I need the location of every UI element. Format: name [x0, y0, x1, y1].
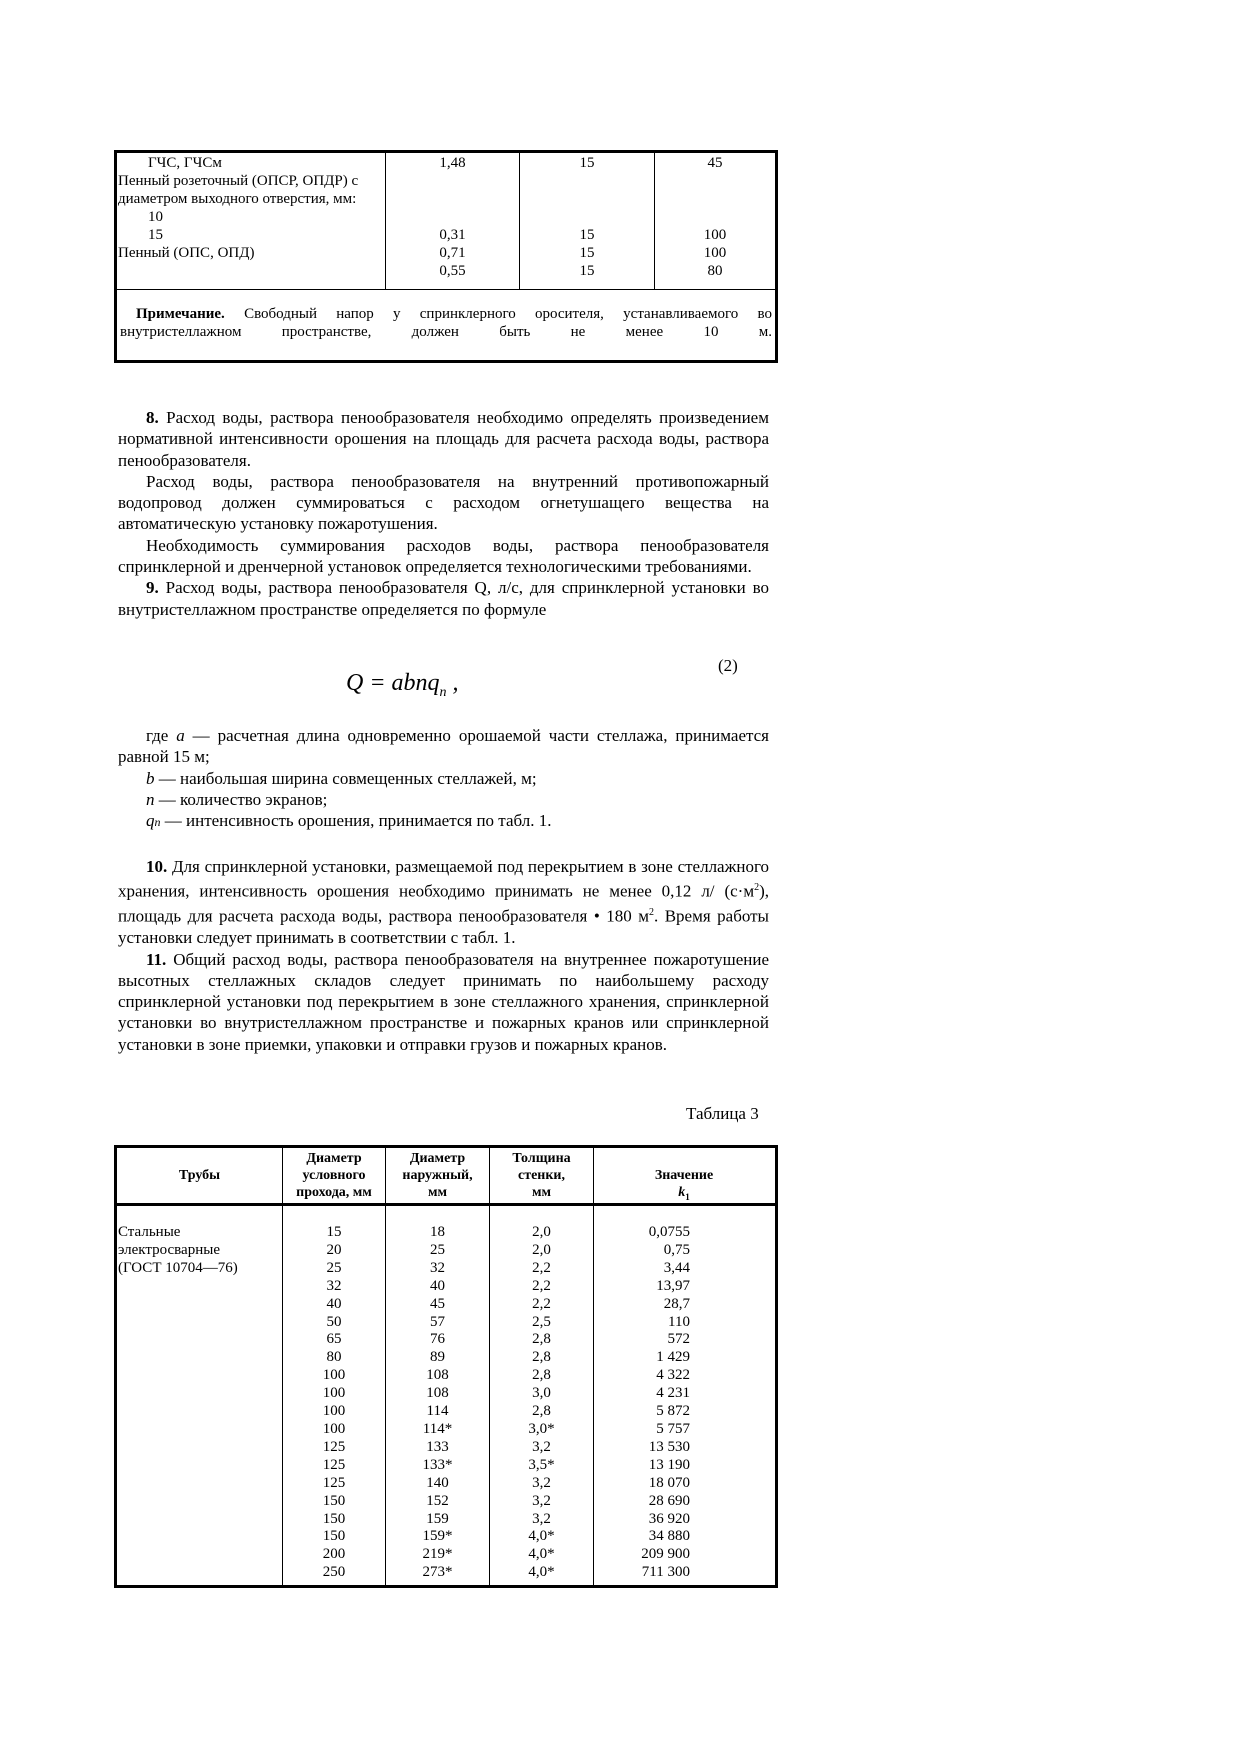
table-cell: 3,2: [532, 1474, 551, 1491]
superscript: 2: [648, 907, 654, 919]
table-cell: [386, 172, 519, 190]
section-text-10-11: [118, 856, 769, 1055]
table-cell: электросварные: [118, 1241, 220, 1258]
variable-q-subscript: n: [154, 815, 161, 830]
table-cell: 13,97: [656, 1277, 690, 1294]
table-cell: 76: [430, 1331, 445, 1348]
table-cell: Стальные: [118, 1224, 181, 1240]
table-cell: 1 429: [656, 1349, 690, 1366]
row-divider: [117, 289, 775, 290]
paragraph-text: Расход воды, раствора пенообразователя Q, л/с, для спринклерной установки во внутристеллажном пространстве определяется по формуле: [118, 578, 769, 619]
table-cell: 0,71: [439, 245, 466, 261]
wall-thickness-column: [490, 1224, 593, 1582]
table-cell: 20: [326, 1241, 342, 1258]
table-cell: Пенный розеточный (ОПСР, ОПДР) с: [118, 173, 359, 189]
values-column-3: [520, 154, 654, 280]
table-cell: 2,2: [532, 1277, 551, 1294]
table-cell: 15: [579, 227, 595, 243]
header-line: наружный,: [402, 1168, 473, 1183]
table-cell: 711 300: [641, 1564, 690, 1581]
variable-b: b: [146, 768, 155, 788]
paragraph-8: [118, 407, 769, 471]
note-text: Свободный напор у спринклерного оросителя, устанавливаемого во внутристеллажном пространстве, должен быть не менее 10 м.: [120, 306, 772, 340]
table-cell: 2,5: [532, 1313, 551, 1330]
table-cell: 50: [326, 1313, 342, 1330]
table-cell: 209 900: [641, 1546, 690, 1563]
table-cell: 219*: [422, 1546, 453, 1563]
formula-expression: Q = abnq: [346, 670, 440, 696]
table-cell: 108: [426, 1367, 449, 1384]
table-cell: 15: [579, 263, 595, 279]
pipe-type-column: [118, 1224, 282, 1278]
legend-text: — расчетная длина одновременно орошаемой части стеллажа, принимается равной 15 м;: [118, 726, 769, 767]
table-cell: 200: [322, 1546, 346, 1563]
header-line: мм: [531, 1185, 552, 1200]
table-cell: 65: [326, 1331, 342, 1348]
table-cell: 572: [667, 1331, 690, 1348]
formula: [346, 670, 459, 701]
table-cell: 15: [579, 245, 595, 261]
table-cell: 15: [579, 155, 595, 171]
header-k1: [594, 1167, 774, 1206]
table-note: [120, 305, 772, 341]
table-cell: ГЧС, ГЧСм: [148, 155, 222, 171]
table-caption: Таблица 3: [686, 1104, 759, 1123]
table-cell: 159: [426, 1510, 449, 1527]
paragraph-number: 11.: [146, 949, 167, 969]
values-column-2: [386, 154, 519, 280]
table-cell: (ГОСТ 10704—76): [118, 1259, 238, 1276]
table-cell: 4,0*: [528, 1564, 555, 1581]
table-cell: 5 757: [656, 1420, 690, 1437]
table-cell: 57: [430, 1313, 445, 1330]
variable-q: q: [146, 811, 155, 831]
table-cell: 0,55: [439, 263, 466, 279]
table-cell: 4,0*: [528, 1528, 555, 1545]
table-cell: 3,2: [532, 1510, 551, 1527]
table-cell: 150: [322, 1528, 346, 1545]
table-cell: 36 920: [648, 1510, 690, 1527]
table-cell: 100: [322, 1367, 346, 1384]
table-cell: 45: [430, 1295, 445, 1312]
table-cell: [520, 208, 654, 226]
table-cell: 114: [426, 1403, 449, 1420]
table-cell: 150: [322, 1510, 346, 1527]
header-line: Диаметр: [409, 1151, 466, 1166]
paragraph-9: [118, 577, 769, 620]
table-cell: 2,8: [532, 1349, 551, 1366]
table-cell: [386, 190, 519, 208]
legend-text: — количество экранов;: [154, 789, 328, 809]
variable-a: a: [176, 726, 185, 745]
outer-diameter-column: [386, 1224, 489, 1582]
values-column-4: [655, 154, 775, 280]
table-cell: 32: [430, 1259, 445, 1276]
table-cell: 89: [430, 1349, 445, 1366]
table-cell: 13 530: [648, 1438, 690, 1455]
table-cell: 4 322: [656, 1367, 690, 1384]
table-cell: 125: [322, 1474, 346, 1491]
table-cell: 13 190: [648, 1456, 690, 1473]
note-label: Примечание.: [136, 306, 225, 322]
table-cell: диаметром выходного отверстия, мм:: [118, 191, 357, 207]
table-cell: 2,8: [532, 1403, 551, 1420]
table-cell: 3,0: [532, 1385, 551, 1402]
paragraph-8b: Расход воды, раствора пенообразователя на внутренний противопожарный водопровод должен суммироваться с расходом огнетушащего вещества на автоматическую установку пожаротушения.: [118, 471, 769, 534]
variable-k: k: [678, 1185, 686, 1200]
legend-prefix: где: [146, 726, 177, 745]
header-line: прохода, мм: [296, 1185, 372, 1200]
paragraph-10: [118, 856, 769, 949]
section-text-8-9: [118, 407, 769, 620]
table-cell: [655, 190, 775, 208]
table-cell: 4 231: [656, 1385, 690, 1402]
superscript: 2: [754, 882, 760, 894]
header-line: Диаметр: [306, 1151, 362, 1166]
k1-column: [594, 1224, 690, 1582]
table-cell: 3,44: [663, 1259, 690, 1276]
table-cell: 28,7: [663, 1295, 690, 1312]
paragraph-text: Общий расход воды, раствора пенообразователя на внутреннее пожаротушение высотных стеллажных складов следует принимать по наибольшему расходу спринклерной установки под перекрытием в зоне стеллажного хранения, спринклерной установки во внутристеллажном пространстве и пожарных кранов или спринклерной установки в зоне приемки, упаковки и отправки грузов и пожарных кранов.: [118, 949, 769, 1054]
variable-n: n: [146, 789, 155, 809]
paragraph-8c: Необходимость суммирования расходов воды, раствора пенообразователя спринклерной и дренчерной установок определяется технологическими требованиями.: [118, 535, 769, 577]
table-cell: 40: [326, 1295, 342, 1312]
legend-q: [118, 810, 769, 833]
header-nominal-diameter: [283, 1150, 385, 1201]
table-cell: 2,8: [532, 1367, 551, 1384]
table-cell: 0,31: [439, 227, 466, 243]
table-cell: 100: [322, 1403, 346, 1420]
table-cell: 3,2: [532, 1438, 551, 1455]
subscript: 1: [685, 1191, 690, 1202]
table-cell: 100: [322, 1420, 346, 1437]
header-line: условного: [302, 1168, 366, 1183]
table-cell: 3,5*: [528, 1456, 555, 1473]
table-cell: 2,0: [532, 1224, 551, 1240]
table-cell: 133*: [422, 1456, 453, 1473]
paragraph-text: . Время работы установки следует принимать в соответствии с табл. 1.: [118, 906, 769, 948]
formula-number: (2): [718, 656, 738, 675]
table-cell: 5 872: [656, 1403, 690, 1420]
formula-legend: [118, 725, 769, 833]
table-cell: 15: [326, 1224, 342, 1240]
table-cell: Пенный (ОПС, ОПД): [118, 245, 255, 261]
table-cell: 80: [707, 263, 723, 279]
header-line: мм: [427, 1185, 448, 1200]
header-line: [594, 1184, 774, 1206]
table-cell: 45: [707, 155, 723, 171]
header-outer-diameter: [386, 1150, 489, 1201]
table-cell: 150: [322, 1492, 346, 1509]
sprinkler-type-column: [118, 154, 384, 262]
table-cell: 40: [430, 1277, 445, 1294]
header-line: Значение: [654, 1168, 714, 1183]
table-cell: 25: [326, 1259, 342, 1276]
table-cell: 125: [322, 1438, 346, 1455]
table-cell: [520, 172, 654, 190]
table-cell: 34 880: [648, 1528, 690, 1545]
header-line: стенки,: [517, 1168, 565, 1183]
legend-text: — интенсивность орошения, принимается по табл. 1.: [160, 811, 552, 831]
flow-table-fragment: [114, 150, 778, 363]
table-cell: 108: [426, 1385, 449, 1402]
paragraph-text: Для спринклерной установки, размещаемой под перекрытием в зоне стеллажного хранения, интенсивность орошения необходимо принимать не менее 0,12 л/ (с·м: [118, 857, 769, 901]
table-cell: 125: [322, 1456, 346, 1473]
table-cell: 100: [703, 227, 727, 243]
table-cell: 159*: [422, 1528, 453, 1545]
table-cell: 250: [322, 1564, 346, 1581]
table-cell: 3,2: [532, 1492, 551, 1509]
table-cell: 2,0: [532, 1241, 551, 1258]
paragraph-number: 9.: [146, 578, 159, 598]
legend-a: [118, 725, 769, 768]
paragraph-11: [118, 949, 769, 1055]
legend-b: [118, 768, 769, 789]
table-cell: 80: [326, 1349, 342, 1366]
paragraph-number: 10.: [146, 857, 168, 876]
table-cell: 18 070: [648, 1474, 690, 1491]
table-cell: 110: [668, 1313, 690, 1330]
table-cell: [655, 172, 775, 190]
table-cell: 273*: [422, 1564, 453, 1581]
header-wall-thickness: [490, 1150, 593, 1201]
table-cell: 140: [426, 1474, 449, 1491]
table-cell: 133: [426, 1438, 449, 1455]
legend-n: [118, 789, 769, 810]
formula-tail: ,: [446, 670, 459, 696]
table-cell: 100: [703, 245, 727, 261]
table-cell: 15: [148, 227, 163, 243]
table-cell: 152: [426, 1492, 449, 1509]
table-cell: 25: [430, 1241, 445, 1258]
table-cell: 18: [430, 1224, 445, 1240]
table-cell: 0,0755: [648, 1224, 690, 1240]
paragraph-text: Расход воды, раствора пенообразователя необходимо определять произведением нормативной интенсивности орошения на площадь для расчета расхода воды, раствора пенообразователя.: [118, 408, 769, 470]
table-cell: 2,8: [532, 1331, 551, 1348]
table-cell: 2,2: [532, 1259, 551, 1276]
table-cell: 1,48: [439, 155, 466, 171]
table-cell: 114*: [422, 1420, 453, 1437]
table-cell: [655, 208, 775, 226]
nominal-diameter-column: [283, 1224, 385, 1582]
header-line: Толщина: [512, 1151, 571, 1166]
table-cell: 2,2: [532, 1295, 551, 1312]
table-cell: 28 690: [648, 1492, 690, 1509]
paragraph-number: 8.: [146, 408, 159, 427]
table-cell: 3,0*: [528, 1420, 555, 1437]
table-cell: 4,0*: [528, 1546, 555, 1563]
table-cell: 10: [148, 209, 163, 225]
table-cell: [520, 190, 654, 208]
table-cell: [386, 208, 519, 226]
table-cell: 100: [322, 1385, 346, 1402]
legend-text: — наибольшая ширина совмещенных стеллажей, м;: [154, 768, 537, 788]
pipes-table: [114, 1145, 778, 1588]
table-cell: 32: [326, 1277, 342, 1294]
paragraph-text: ), площадь для расчета расхода воды, раствора пенообразователя • 180 м: [118, 881, 769, 926]
formula-subscript: n: [439, 685, 447, 700]
table-cell: 0,75: [663, 1241, 690, 1258]
header-pipes: Трубы: [178, 1168, 221, 1183]
